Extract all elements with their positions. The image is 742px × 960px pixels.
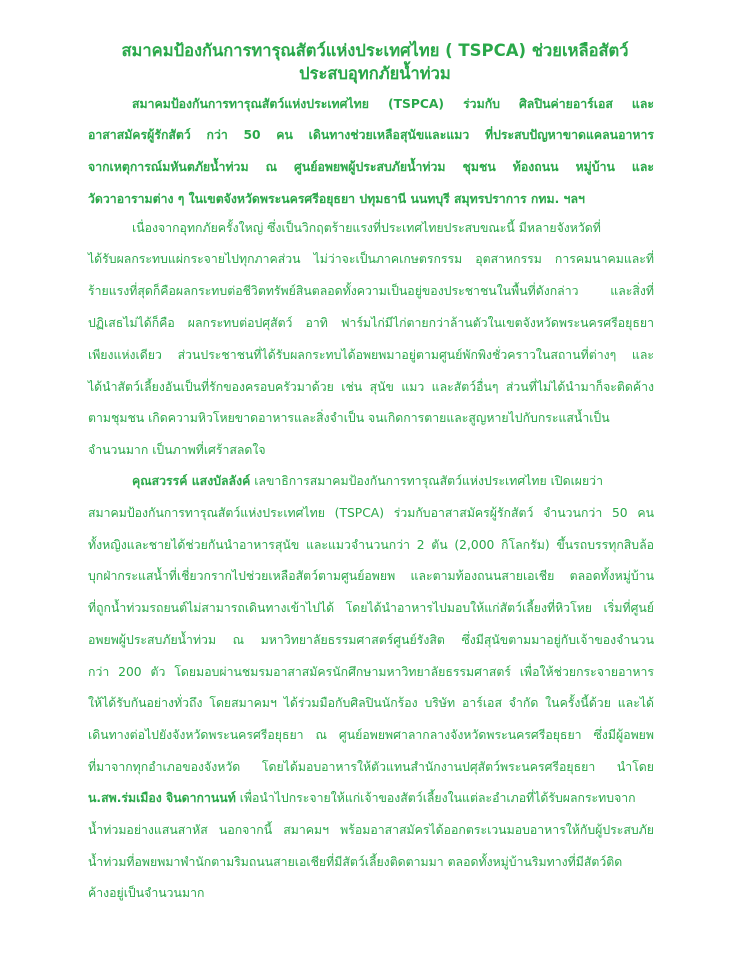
paragraph-2-lead-name: คุณสวรรค์ แสงบัลลังค์ [132,474,251,488]
paragraph-1-line: จำนวนมาก เป็นภาพที่เศร้าสลดใจ [88,443,266,457]
paragraph-2-line: น้ำท่วมอย่างแสนสาหัส นอกจากนี้ สมาคมฯ พร้อมอาสาสมัครได้ออกตระเวนมอบอาหารให้กับผู้ประสบภัย [88,823,654,837]
paragraph-2-line-text: เลขาธิการสมาคมป้องกันการทารุณสัตว์แห่งประเทศไทย เปิดเผยว่า [250,474,603,488]
paragraph-1-line: เนื่องจากอุทกภัยครั้งใหญ่ ซึ่งเป็นวิกฤตร้ายแรงที่ประเทศไทยประสบขณะนี้ มีหลายจังหวัดที่ [132,221,601,235]
paragraph-2-line: อพยพผู้ประสบภัยน้ำท่วม ณ มหาวิทยาลัยธรรมศาสตร์ศูนย์รังสิต ซึ่งมีสุนัขตามมาอยู่กับเจ้าของจำนวน [88,633,654,647]
paragraph-2-line: น้ำท่วมที่อพยพมาพำนักตามริมถนนสายเอเชียที่มีสัตว์เลี้ยงติดตามมา ตลอดทั้งหมู่บ้านริมทางที่มีสัตว์ติด [88,855,623,869]
paragraph-2-person-name: น.สพ.ร่มเมือง จินดากานนท์ [88,791,236,805]
paragraph-2-line: ที่ถูกน้ำท่วมรถยนต์ไม่สามารถเดินทางเข้าไปได้ โดยได้นำอาหารไปมอบให้แก่สัตว์เลี้ยงที่หิวโหย เริ่มที่ศูนย์ [88,601,654,615]
intro-line: สมาคมป้องกันการทารุณสัตว์แห่งประเทศไทย (TSPCA) ร่วมกับ ศิลปินค่ายอาร์เอส และ [132,97,654,111]
paragraph-1-line: ตามชุมชน เกิดความหิวโหยขาดอาหารและสิ่งจำเป็น จนเกิดการตายและสูญหายไปกับกระแสน้ำเป็น [88,411,610,425]
paragraph-2-line: กว่า 200 ตัว โดยมอบผ่านชมรมอาสาสมัครนักศึกษามหาวิทยาลัยธรรมศาสตร์ เพื่อให้ช่วยกระจายอาหาร [88,665,654,679]
paragraph-1-line: เพียงแห่งเดียว ส่วนประชาชนที่ได้รับผลกระทบได้อพยพมาอยู่ตามศูนย์พักพิงชั่วคราวในสถานที่ต่างๆ และ [88,348,654,362]
document-title-line-2: ประสบอุทกภัยน้ำท่วม [299,64,451,83]
paragraph-2-line: ทั้งหญิงและชายได้ช่วยกันนำอาหารสุนัข และแมวจำนวนกว่า 2 ตัน (2,000 กิโลกรัม) ขึ้นรถบรรทุกสิบล้อ [88,538,654,552]
intro-line: วัดวาอารามต่าง ๆ ในเขตจังหวัดพระนครศรีอยุธยา ปทุมธานี นนทบุรี สมุทรปราการ กทม. ฯลฯ [88,192,585,206]
intro-line: จากเหตุการณ์มหันตภัยน้ำท่วม ณ ศูนย์อพยพผู้ประสบภัยน้ำท่วม ชุมชน ท้องถนน หมู่บ้าน และ [88,160,654,174]
paragraph-2-line: บุกฝ่ากระแสน้ำที่เชี่ยวกรากไปช่วยเหลือสัตว์ตามศูนย์อพยพ และตามท้องถนนสายเอเชีย ตลอดทั้งหมู่บ้าน [88,569,654,583]
paragraph-1-line: ได้นำสัตว์เลี้ยงอันเป็นที่รักของครอบครัวมาด้วย เช่น สุนัข แมว และสัตว์อื่นๆ ส่วนที่ไม่ได้นำมาก็จะติดค้าง [88,380,654,394]
paragraph-2-name-line [88,789,654,807]
intro-line: อาสาสมัครผู้รักสัตว์ กว่า 50 คน เดินทางช่วยเหลือสุนัขและแมว ที่ประสบปัญหาขาดแคลนอาหาร [88,128,654,142]
paragraph-2-line: เดินทางต่อไปยังจังหวัดพระนครศรีอยุธยา ณ ศูนย์อพยพศาลากลางจังหวัดพระนครศรีอยุธยา ซึ่งมีผู้อพยพ [88,728,654,742]
paragraph-1-line: ปฏิเสธไม่ได้ก็คือ ผลกระทบต่อปศุสัตว์ อาทิ ฟาร์มไก่มีไก่ตายกว่าล้านตัวในเขตจังหวัดพระนครศรีอยุธยา [88,316,654,330]
paragraph-2-first-line [132,472,654,490]
paragraph-2-line-text: เพื่อนำไปกระจายให้แก่เจ้าของสัตว์เลี้ยงในแต่ละอำเภอที่ได้รับผลกระทบจาก [235,791,636,805]
paragraph-2-line: ค้างอยู่เป็นจำนวนมาก [88,886,205,900]
paragraph-2-line: ที่มาจากทุกอำเภอของจังหวัด โดยได้มอบอาหารให้ตัวแทนสำนักงานปศุสัตว์พระนครศรีอยุธยา นำโดย [88,760,654,774]
paragraph-2-line: สมาคมป้องกันการทารุณสัตว์แห่งประเทศไทย (TSPCA) ร่วมกับอาสาสมัครผู้รักสัตว์ จำนวนกว่า 50 คน [88,506,654,520]
document-title-line-1: สมาคมป้องกันการทารุณสัตว์แห่งประเทศไทย ( TSPCA) ช่วยเหลือสัตว์ [121,41,629,60]
paragraph-1-line: ได้รับผลกระทบแผ่กระจายไปทุกภาคส่วน ไม่ว่าจะเป็นภาคเกษตรกรรม อุตสาหกรรม การคมนาคมและที่ [88,252,654,266]
paragraph-2-line: ให้ได้รับกันอย่างทั่วถึง โดยสมาคมฯ ได้ร่วมมือกับศิลปินนักร้อง บริษัท อาร์เอส จำกัด ในครั้งนี้ด้วย และได้ [88,696,654,710]
paragraph-1-line: ร้ายแรงที่สุดก็คือผลกระทบต่อชีวิตทรัพย์สินตลอดทั้งความเป็นอยู่ของประชาชนในพื้นที่ดังกล่าว และสิ่งที่ [88,284,654,298]
